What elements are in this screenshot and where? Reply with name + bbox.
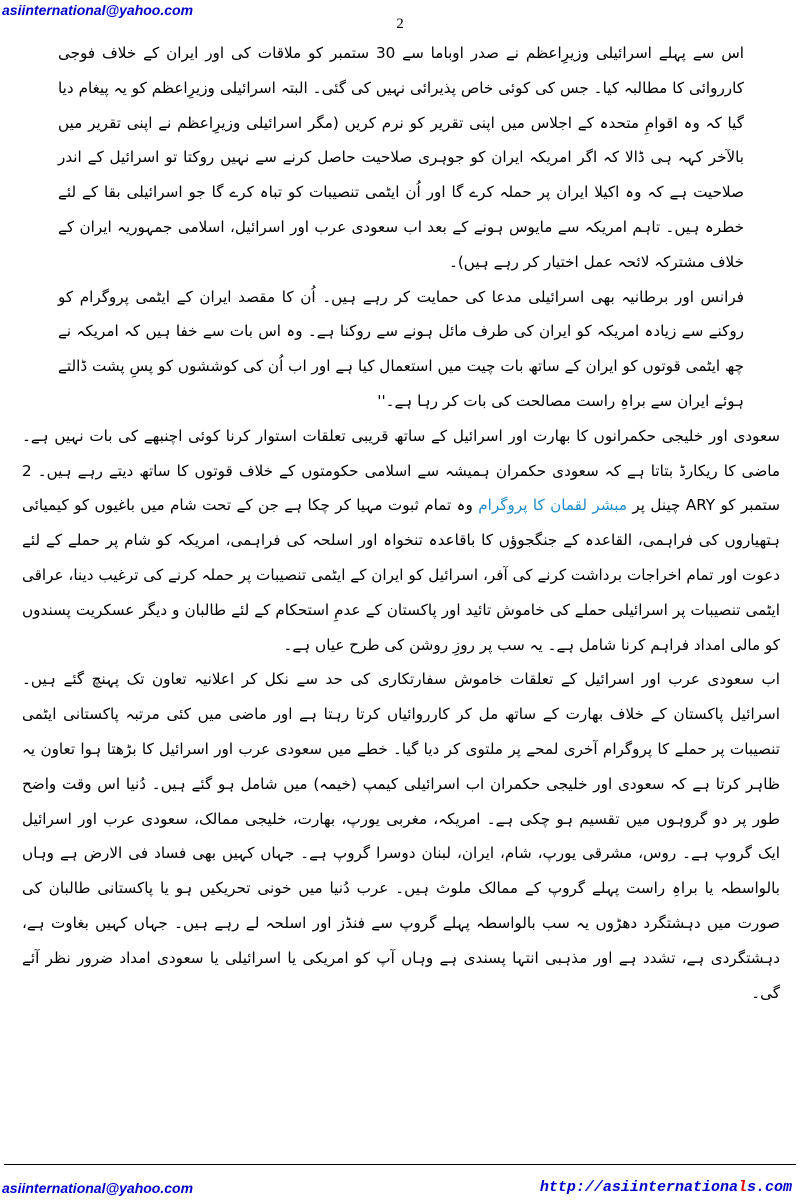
footer-url[interactable]: [540, 1179, 792, 1196]
footer-url-prefix: http://asiinternationa: [539, 1179, 738, 1196]
article-body: [22, 36, 780, 1152]
header-email[interactable]: asiinternational@yahoo.com: [2, 2, 194, 18]
program-name-highlight: مبشر لقمان کا پروگرام: [478, 496, 627, 515]
footer-divider: [4, 1164, 796, 1165]
quote-paragraph-2: فرانس اور برطانیہ بھی اسرائیلی مدعا کی حمایت کر رہے ہیں۔ اُن کا مقصد ایران کے ایٹمی پروگرام کو روکنے سے زیادہ امریکہ کو ایران کی طرف مائل ہونے سے روکنا ہے۔ وہ اس بات سے خفا ہیں کہ امریکہ نے چھ ایٹمی قوتوں کو ایران کے ساتھ بات چیت میں استعمال کیا ہے اور اب اُن کی کوششوں کو پسِ پشت ڈالتے ہوئے ایران سے براہِ راست مصالحت کی بات کر رہا ہے۔'': [58, 287, 744, 410]
footer-url-accent: l: [737, 1179, 747, 1196]
quote-paragraph-1: اس سے پہلے اسرائیلی وزیرِاعظم نے صدر اوباما سے 30 ستمبر کو ملاقات کی اور ایران کے خلاف فوجی کارروائی کا مطالبہ کیا۔ جس کی کوئی خاص پذیرائی نہیں کی گئی۔ البتہ اسرائیلی وزیرِاعظم کو یہ پیغام دیا گیا کہ وہ اقوامِ متحدہ کے اجلاس میں اپنی تقریر کو نرم کریں (مگر اسرائیلی وزیرِاعظم نے اپنی تقریر میں بالآخر کہہ ہی ڈالا کہ اگر امریکہ ایران کو جوہری صلاحیت حاصل کرنے سے نہیں روکتا تو اسرائیل کے اندر صلاحیت ہے کہ وہ اکیلا ایران پر حملہ کرے گا اور اُن ایٹمی تنصیبات کو تباہ کرے گا جو اسرائیلی بقا کے لئے خطرہ ہیں۔ تاہم امریکہ سے مایوس ہونے کے بعد اب سعودی عرب اور اسرائیل، اسلامی جمہوریہ ایران کے خلاف مشترکہ لائحہ عمل اختیار کر رہے ہیں)۔: [58, 44, 744, 271]
footer-url-suffix: s.com: [746, 1179, 792, 1196]
paragraph-text-after-program: وہ تمام ثبوت مہیا کر چکا ہے جن کے تحت شام میں باغیوں کو کیمیائی ہتھیاروں کی فراہمی، القاعدہ کے جنگجوؤں کا باقاعدہ تنخواہ اور اسلحہ کی فراہمی، امریکہ کو شام پر حملے کے لئے دعوت اور تمام اخراجات برداشت کرنے کی آفر، اسرائیل کو ایران کے ایٹمی تنصیبات پر حملہ کرنے کی ترغیب دینا، عراقی ایٹمی تنصیبات پر اسرائیلی حملے کی خاموش تائید اور پاکستان کے عدمِ استحکام کے لئے طالبان و دیگر عسکریت پسندوں کو مالی امداد فراہم کرنا شامل ہے۔ یہ سب پر روزِ روشن کی طرح عیاں ہے۔: [22, 496, 780, 654]
footer-email[interactable]: asiinternational@yahoo.com: [2, 1180, 194, 1196]
paragraph-saudi-relations: [22, 419, 780, 663]
paragraph-saudi-israel-cooperation: اب سعودی عرب اور اسرائیل کے تعلقات خاموش سفارتکاری کی حد سے نکل کر اعلانیہ تعاون تک پہنچ گئے ہیں۔ اسرائیل پاکستان کے خلاف بھارت کے ساتھ مل کر کارروائیاں کرتا رہتا ہے اور ماضی میں کئی مرتبہ پاکستانی ایٹمی تنصیبات پر حملے کا پروگرام آخری لمحے پر ملتوی کر دیا گیا۔ خطے میں سعودی عرب اور اسرائیل کا بڑھتا ہوا تعاون یہ ظاہر کرتا ہے کہ سعودی اور خلیجی حکمران اب اسرائیلی کیمپ (خیمہ) میں شامل ہو گئے ہیں۔ دُنیا اس وقت واضح طور پر دو گروہوں میں تقسیم ہو چکی ہے۔ امریکہ، مغربی یورپ، بھارت، خلیجی ممالک، سعودی عرب اور اسرائیل ایک گروپ ہے۔ روس، مشرقی یورپ، شام، ایران، لبنان دوسرا گروپ ہے۔ جہاں کہیں بھی فساد فی الارض ہے وہاں بالواسطہ یا براہِ راست پہلے گروپ کے ممالک ملوث ہیں۔ عرب دُنیا میں خونی تحریکیں ہو یا پاکستانی طالبان کی صورت میں دہشتگرد دھڑوں یہ سب بالواسطہ پہلے گروپ سے فنڈز اور اسلحہ لے رہے ہیں۔ جہاں کہیں بغاوت ہے، دہشتگردی ہے، تشدد ہے اور مذہبی انتہا پسندی ہے وہاں آپ کو امریکی یا اسرائیلی یا سعودی امداد ضرور نظر آئے گی۔: [22, 670, 780, 1002]
page-number: 2: [396, 16, 404, 32]
paragraph-text-before-program: سعودی اور خلیجی حکمرانوں کا بھارت اور اسرائیل کے ساتھ قریبی تعلقات استوار کرنا کوئی اچنبھے کی بات نہیں ہے۔ ماضی کا ریکارڈ بتاتا ہے کہ سعودی حکمران ہمیشہ سے اسلامی حکومتوں کے خلاف قوتوں کا ساتھ دیتے رہے ہیں۔ 2 ستمبر کو ARY چینل پر: [22, 426, 780, 515]
